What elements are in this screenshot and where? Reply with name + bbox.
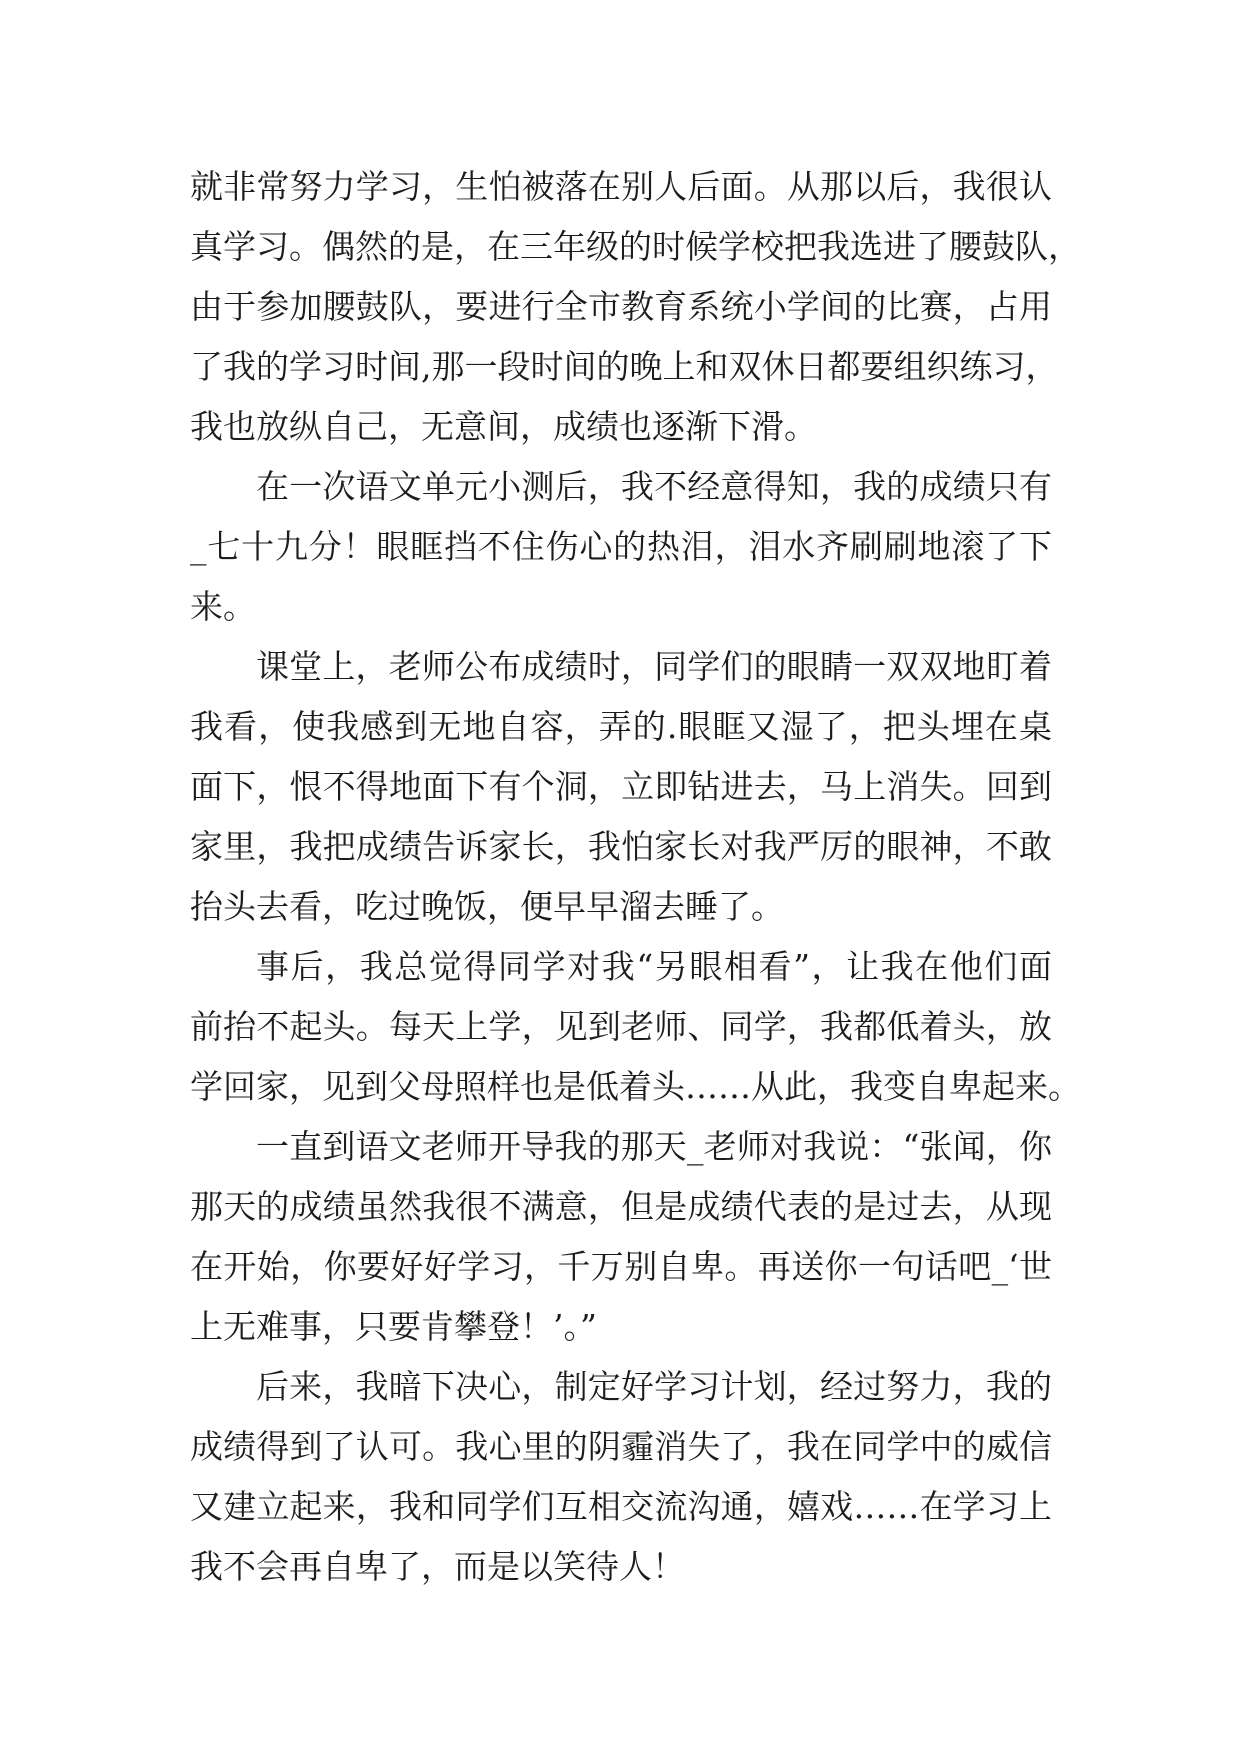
text-line: 由于参加腰鼓队，要进行全市教育系统小学间的比赛，占用 [190, 287, 1052, 326]
text-line: 家里，我把成绩告诉家长，我怕家长对我严厉的眼神，不敢 [190, 827, 1052, 866]
text-line: 在开始，你要好好学习，千万别自卑。再送你一句话吧_‘世 [190, 1247, 1052, 1286]
paragraph-3 [190, 637, 1052, 937]
text-line: 前抬不起头。每天上学，见到老师、同学，我都低着头，放 [190, 1007, 1052, 1046]
text-line: 在一次语文单元小测后，我不经意得知，我的成绩只有 [256, 467, 1052, 506]
text-line: 上无难事，只要肯攀登！’。” [190, 1307, 597, 1346]
document-body [190, 157, 1081, 1597]
text-line: 又建立起来，我和同学们互相交流沟通，嬉戏……在学习上 [190, 1487, 1052, 1526]
text-line: 课堂上，老师公布成绩时，同学们的眼睛一双双地盯着 [256, 647, 1052, 686]
text-line: 真学习。偶然的是，在三年级的时候学校把我选进了腰鼓队， [190, 227, 1081, 266]
text-line: 事后，我总觉得同学对我“另眼相看”，让我在他们面 [256, 947, 1052, 986]
text-line: 就非常努力学习，生怕被落在别人后面。从那以后，我很认 [190, 167, 1052, 206]
paragraph-6 [190, 1357, 1052, 1597]
text-line: 面下，恨不得地面下有个洞，立即钻进去，马上消失。回到 [190, 767, 1052, 806]
text-line: 我不会再自卑了，而是以笑待人！ [190, 1547, 685, 1586]
text-line: 抬头去看，吃过晚饭，便早早溜去睡了。 [190, 887, 784, 926]
text-line: 后来，我暗下决心，制定好学习计划，经过努力，我的 [256, 1367, 1052, 1406]
text-line: 一直到语文老师开导我的那天_老师对我说：“张闻，你 [256, 1127, 1052, 1166]
text-line: 来。 [190, 587, 256, 626]
paragraph-2 [190, 457, 1052, 637]
paragraph-5 [190, 1117, 1052, 1357]
text-line: 学回家，见到父母照样也是低着头……从此，我变自卑起来。 [190, 1067, 1081, 1106]
paragraph-4 [190, 937, 1081, 1117]
text-line: 那天的成绩虽然我很不满意，但是成绩代表的是过去，从现 [190, 1187, 1052, 1226]
text-line: 我看，使我感到无地自容，弄的.眼眶又湿了，把头埋在桌 [190, 707, 1052, 746]
text-line: 我也放纵自己，无意间，成绩也逐渐下滑。 [190, 407, 817, 446]
paragraph-1 [190, 157, 1081, 457]
text-line: 了我的学习时间,那一段时间的晚上和双休日都要组织练习， [190, 347, 1059, 386]
text-line: _七十九分！眼眶挡不住伤心的热泪，泪水齐刷刷地滚了下 [190, 527, 1052, 566]
text-line: 成绩得到了认可。我心里的阴霾消失了，我在同学中的威信 [190, 1427, 1052, 1466]
